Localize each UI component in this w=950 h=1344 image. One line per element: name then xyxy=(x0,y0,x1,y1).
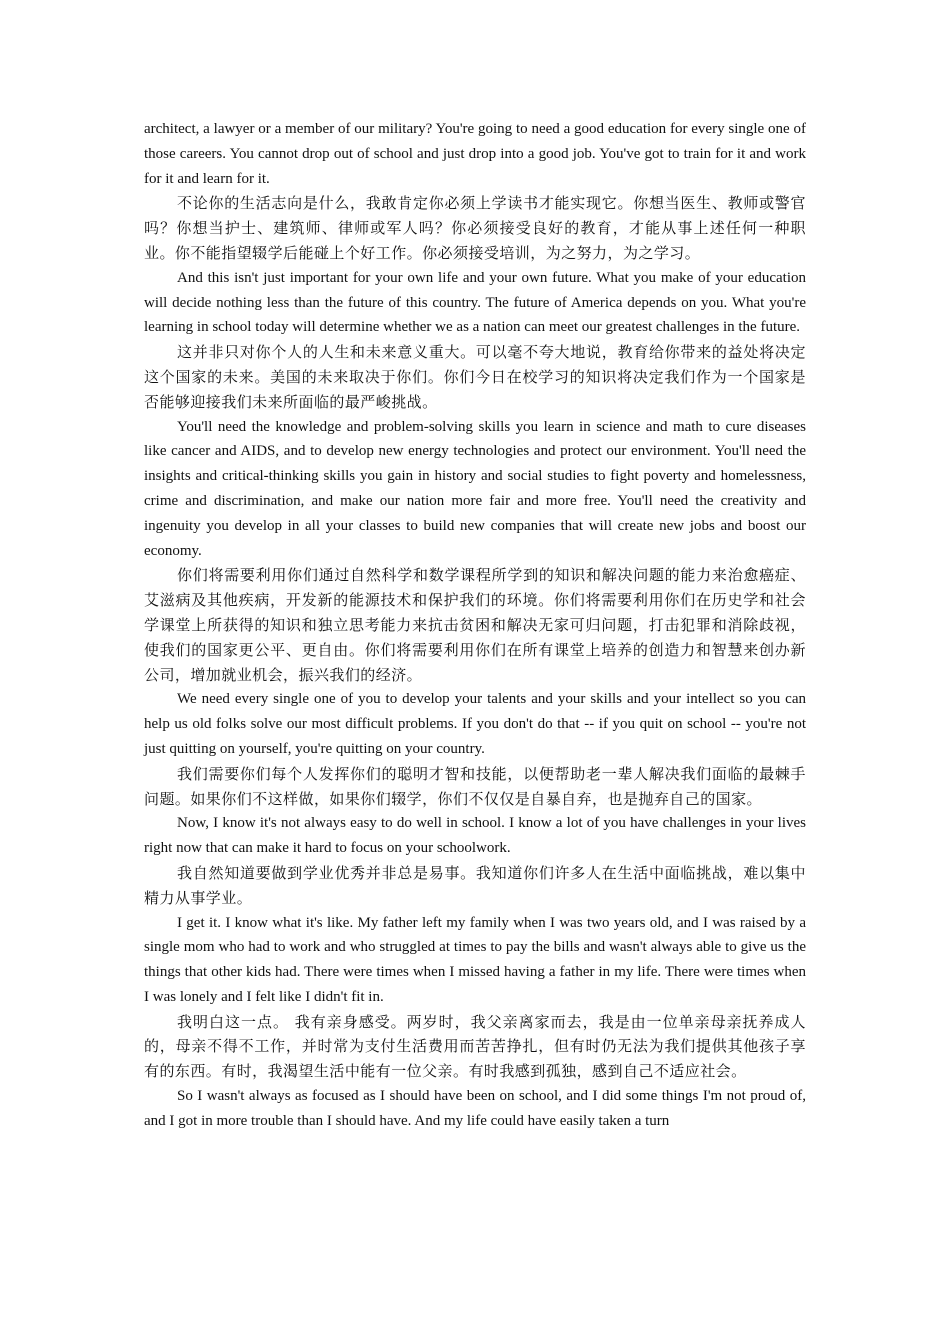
paragraph-zh-5: 我自然知道要做到学业优秀并非总是易事。我知道你们许多人在生活中面临挑战，难以集中精力从事学业。 xyxy=(144,863,806,907)
paragraph-en-3: You'll need the knowledge and problem-solving skills you learn in science and math to cure diseases like cancer and AIDS, and to develop new energy technologies and protect our environment. You'll need the insights and critical-thinking skills you gain in history and social studies to fight poverty and homelessness, crime and discrimination, and make our nation more fair and more free. You'll need the creativity and ingenuity you develop in all your classes to build new companies that will create new jobs and boost our economy. xyxy=(144,418,806,559)
paragraph-en-6: I get it. I know what it's like. My father left my family when I was two years old, and I was raised by a single mom who had to work and who struggled at times to pay the bills and wasn't always able to give us the things that other kids had. There were times when I missed having a father in my life. There were times when I was lonely and I felt like I didn't fit in. xyxy=(144,914,806,1005)
paragraph-en-4: We need every single one of you to develop your talents and your skills and your intellect so you can help us old folks solve our most difficult problems. If you don't do that -- if you quit on school -- you're not just quitting on yourself, you're quitting on your country. xyxy=(144,691,806,757)
paragraph-en-2: And this isn't just important for your own life and your own future. What you make of your education will decide nothing less than the future of this country. The future of America depends on you. What you're learning in school today will determine whether we as a nation can meet our greatest challenges in the future. xyxy=(144,269,806,336)
paragraph-en-5: Now, I know it's not always easy to do well in school. I know a lot of you have challenges in your lives right now that can make it hard to focus on your schoolwork. xyxy=(144,815,806,857)
paragraph-zh-2: 这并非只对你个人的人生和未来意义重大。可以毫不夸大地说，教育给你带来的益处将决定这个国家的未来。美国的未来取决于你们。你们今日在校学习的知识将决定我们作为一个国家是否能够迎接我们未来所面临的最严峻挑战。 xyxy=(144,343,806,411)
paragraph-zh-1: 不论你的生活志向是什么，我敢肯定你必须上学读书才能实现它。你想当医生、教师或警官吗？你想当护士、建筑师、律师或军人吗？你必须接受良好的教育，才能从事上述任何一种职业。你不能指望辍学后能碰上个好工作。你必须接受培训，为之努力，为之学习。 xyxy=(144,194,806,262)
paragraph-zh-6: 我明白这一点。 我有亲身感受。两岁时，我父亲离家而去，我是由一位单亲母亲抚养成人的，母亲不得不工作，并时常为支付生活费用而苦苦挣扎，但有时仍无法为我们提供其他孩子享有的东西。有时，我渴望生活中能有一位父亲。有时我感到孤独，感到自己不适应社会。 xyxy=(144,1012,806,1081)
paragraph-en-7: So I wasn't always as focused as I should have been on school, and I did some things I'm not proud of, and I got in more trouble than I should have. And my life could have easily taken a turn xyxy=(144,1088,806,1129)
paragraph-en-1: architect, a lawyer or a member of our military? You're going to need a good education for every single one of those careers. You cannot drop out of school and just drop into a good job. You've got to train for it and work for it and learn for it. xyxy=(144,121,806,187)
document-body xyxy=(144,117,806,1134)
paragraph-zh-4: 我们需要你们每个人发挥你们的聪明才智和技能，以便帮助老一辈人解决我们面临的最棘手问题。如果你们不这样做，如果你们辍学，你们不仅仅是自暴自弃，也是抛弃自己的国家。 xyxy=(144,764,806,808)
paragraph-zh-3: 你们将需要利用你们通过自然科学和数学课程所学到的知识和解决问题的能力来治愈癌症、艾滋病及其他疾病，开发新的能源技术和保护我们的环境。你们将需要利用你们在历史学和社会学课堂上所获得的知识和独立思考能力来抗击贫困和解决无家可归问题，打击犯罪和消除歧视，使我们的国家更公平、更自由。你们将需要利用你们在所有课堂上培养的创造力和智慧来创办新公司，增加就业机会，振兴我们的经济。 xyxy=(144,566,806,684)
